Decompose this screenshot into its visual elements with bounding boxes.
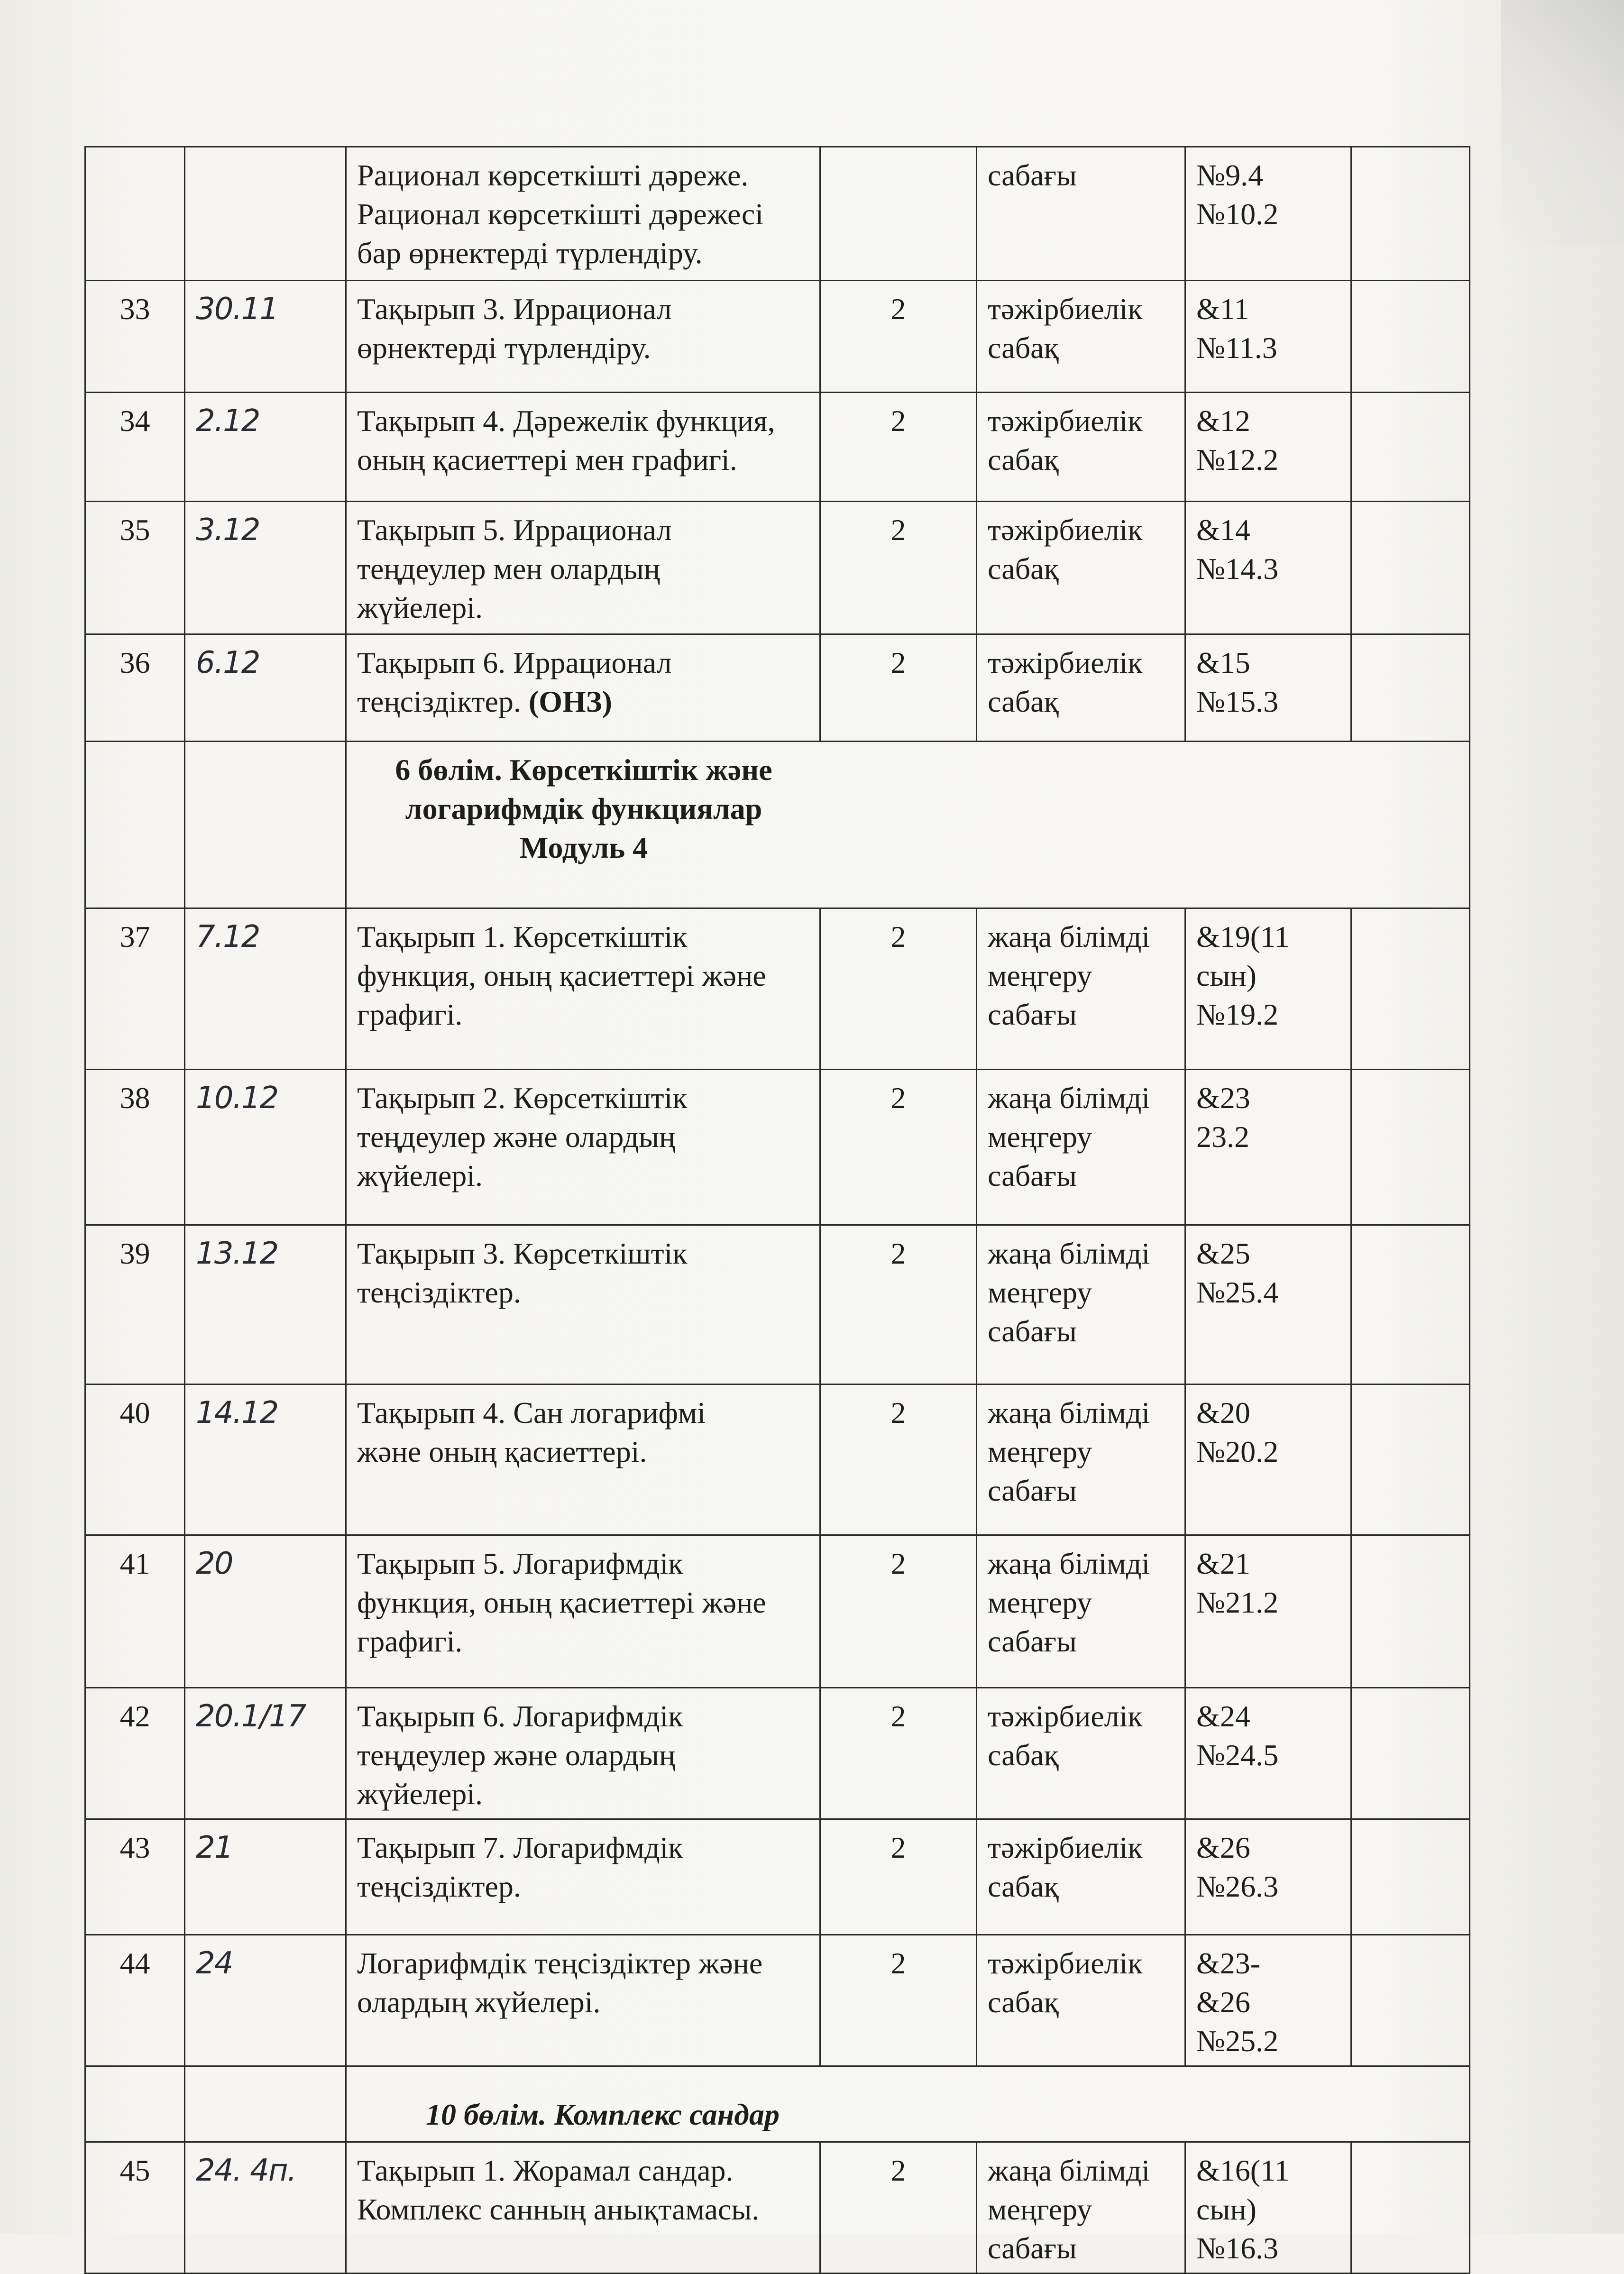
notes-cell — [1351, 1819, 1470, 1935]
notes-cell — [1351, 634, 1470, 742]
lesson-topic: Рационал көрсеткішті дәреже. Рационал көрсеткішті дәрежесі бар өрнектерді түрлендіру. — [346, 147, 820, 281]
lesson-hours: 2 — [820, 1225, 977, 1385]
lesson-number: 43 — [85, 1819, 185, 1935]
section-row — [85, 2066, 1470, 2142]
lesson-type: тәжірбиелік сабақ — [977, 1819, 1185, 1935]
table-row — [85, 634, 1470, 742]
lesson-plan-table — [84, 146, 1470, 2274]
lesson-hours: 2 — [820, 1070, 977, 1225]
lesson-topic: Тақырып 1. Жорамал сандар. Комплекс санның анықтамасы. — [346, 2142, 820, 2274]
notes-cell — [1351, 1535, 1470, 1688]
table-row — [85, 1225, 1470, 1385]
lesson-hours: 2 — [820, 393, 977, 502]
notes-cell — [1351, 393, 1470, 502]
lesson-tasks: &16(11 сын) №16.3 — [1185, 2142, 1351, 2274]
lesson-topic: Тақырып 2. Көрсеткіштік теңдеулер және олардың жүйелері. — [346, 1070, 820, 1225]
lesson-type: тәжірбиелік сабақ — [977, 1688, 1185, 1819]
handwritten-date: 20 — [185, 1535, 346, 1688]
lesson-topic — [346, 634, 820, 742]
table-row — [85, 1935, 1470, 2066]
lesson-tasks: &11 №11.3 — [1185, 281, 1351, 393]
s6-title: 6 бөлім. Көрсеткіштік және логарифмдік функциялар — [395, 753, 772, 825]
lesson-topic: Тақырып 3. Көрсеткіштік теңсіздіктер. — [346, 1225, 820, 1385]
lesson-topic: Тақырып 4. Сан логарифмі және оның қасиеттері. — [346, 1385, 820, 1535]
page-corner-shadow — [1501, 0, 1624, 247]
lesson-number: 36 — [85, 634, 185, 742]
lesson-type: тәжірбиелік сабақ — [977, 393, 1185, 502]
lesson-hours: 2 — [820, 1385, 977, 1535]
notes-cell — [1351, 502, 1470, 634]
section-heading — [346, 742, 1470, 908]
handwritten-date: 24. 4п. — [185, 2142, 346, 2274]
notes-cell — [1351, 1935, 1470, 2066]
notes-cell — [1351, 147, 1470, 281]
lesson-tasks: &24 №24.5 — [1185, 1688, 1351, 1819]
lesson-topic: Тақырып 3. Иррационал өрнектерді түрлендіру. — [346, 281, 820, 393]
handwritten-date: 21 — [185, 1819, 346, 1935]
lesson-number: 41 — [85, 1535, 185, 1688]
lesson-number: 38 — [85, 1070, 185, 1225]
lesson-number: 44 — [85, 1935, 185, 2066]
lesson-topic: Тақырып 5. Иррационал теңдеулер мен олардың жүйелері. — [346, 502, 820, 634]
section-row — [85, 742, 1470, 908]
lesson-tasks: &19(11 сын) №19.2 — [1185, 908, 1351, 1070]
handwritten-date: 7.12 — [185, 908, 346, 1070]
notes-cell — [1351, 1225, 1470, 1385]
table-row — [85, 281, 1470, 393]
handwritten-date: 13.12 — [185, 1225, 346, 1385]
lesson-topic-marker: (ОНЗ) — [528, 685, 612, 718]
lesson-type: тәжірбиелік сабақ — [977, 1935, 1185, 2066]
section-num-cell — [85, 742, 185, 908]
handwritten-date: 6.12 — [185, 634, 346, 742]
table-row — [85, 1819, 1470, 1935]
handwritten-date: 10.12 — [185, 1070, 346, 1225]
lesson-tasks: &23- &26 №25.2 — [1185, 1935, 1351, 2066]
lesson-tasks: &14 №14.3 — [1185, 502, 1351, 634]
handwritten-date: 30.11 — [185, 281, 346, 393]
table-row — [85, 147, 1470, 281]
lesson-hours: 2 — [820, 1935, 977, 2066]
table-row — [85, 2142, 1470, 2274]
lesson-hours: 2 — [820, 2142, 977, 2274]
lesson-type: жаңа білімді меңгеру сабағы — [977, 2142, 1185, 2274]
notes-cell — [1351, 1070, 1470, 1225]
table-row — [85, 1385, 1470, 1535]
lesson-tasks: №9.4 №10.2 — [1185, 147, 1351, 281]
lesson-number: 40 — [85, 1385, 185, 1535]
lesson-tasks: &15 №15.3 — [1185, 634, 1351, 742]
lesson-hours: 2 — [820, 908, 977, 1070]
section-date-cell — [185, 742, 346, 908]
handwritten-date: 14.12 — [185, 1385, 346, 1535]
handwritten-date: 24 — [185, 1935, 346, 2066]
lesson-hours: 2 — [820, 1535, 977, 1688]
lesson-tasks: &25 №25.4 — [1185, 1225, 1351, 1385]
lesson-hours — [820, 147, 977, 281]
notes-cell — [1351, 908, 1470, 1070]
lesson-tasks: &23 23.2 — [1185, 1070, 1351, 1225]
notes-cell — [1351, 1688, 1470, 1819]
lesson-type: тәжірбиелік сабақ — [977, 634, 1185, 742]
table-row — [85, 393, 1470, 502]
table-row — [85, 1688, 1470, 1819]
lesson-type: сабағы — [977, 147, 1185, 281]
section-date-cell — [185, 2066, 346, 2142]
lesson-topic: Тақырып 5. Логарифмдік функция, оның қасиеттері және графигі. — [346, 1535, 820, 1688]
lesson-number: 39 — [85, 1225, 185, 1385]
notes-cell — [1351, 1385, 1470, 1535]
handwritten-date: 20.1/17 — [185, 1688, 346, 1819]
section-heading — [346, 2066, 1470, 2142]
lesson-topic: Тақырып 1. Көрсеткіштік функция, оның қасиеттері және графигі. — [346, 908, 820, 1070]
lesson-topic: Тақырып 4. Дәрежелік функция, оның қасиеттері мен графигі. — [346, 393, 820, 502]
lesson-hours: 2 — [820, 634, 977, 742]
lesson-type: тәжірбиелік сабақ — [977, 281, 1185, 393]
lesson-number — [85, 147, 185, 281]
lesson-tasks: &26 №26.3 — [1185, 1819, 1351, 1935]
section-num-cell — [85, 2066, 185, 2142]
lesson-tasks: &20 №20.2 — [1185, 1385, 1351, 1535]
lesson-type: тәжірбиелік сабақ — [977, 502, 1185, 634]
lesson-topic: Тақырып 7. Логарифмдік теңсіздіктер. — [346, 1819, 820, 1935]
handwritten-date: 2.12 — [185, 393, 346, 502]
table-row — [85, 1535, 1470, 1688]
lesson-hours: 2 — [820, 1688, 977, 1819]
lesson-topic-text: Тақырып 6. Иррационал теңсіздіктер. — [357, 646, 672, 718]
lesson-number: 33 — [85, 281, 185, 393]
lesson-hours: 2 — [820, 502, 977, 634]
s6-module: Модуль 4 — [519, 831, 648, 864]
lesson-number: 35 — [85, 502, 185, 634]
lesson-type: жаңа білімді меңгеру сабағы — [977, 1385, 1185, 1535]
lesson-type: жаңа білімді меңгеру сабағы — [977, 1225, 1185, 1385]
lesson-type: жаңа білімді меңгеру сабағы — [977, 1535, 1185, 1688]
lesson-type: жаңа білімді меңгеру сабағы — [977, 1070, 1185, 1225]
lesson-topic: Тақырып 6. Логарифмдік теңдеулер және олардың жүйелері. — [346, 1688, 820, 1819]
table-row — [85, 502, 1470, 634]
lesson-number: 42 — [85, 1688, 185, 1819]
notes-cell — [1351, 281, 1470, 393]
lesson-hours: 2 — [820, 1819, 977, 1935]
lesson-type: жаңа білімді меңгеру сабағы — [977, 908, 1185, 1070]
lesson-tasks: &21 №21.2 — [1185, 1535, 1351, 1688]
lesson-number: 45 — [85, 2142, 185, 2274]
s10-title: 10 бөлім. Комплекс сандар — [425, 2098, 780, 2131]
handwritten-date: 3.12 — [185, 502, 346, 634]
lesson-number: 34 — [85, 393, 185, 502]
table-row — [85, 908, 1470, 1070]
lesson-hours: 2 — [820, 281, 977, 393]
lesson-topic: Логарифмдік теңсіздіктер және олардың жүйелері. — [346, 1935, 820, 2066]
handwritten-date — [185, 147, 346, 281]
lesson-number: 37 — [85, 908, 185, 1070]
table-row — [85, 1070, 1470, 1225]
notes-cell — [1351, 2142, 1470, 2274]
lesson-tasks: &12 №12.2 — [1185, 393, 1351, 502]
